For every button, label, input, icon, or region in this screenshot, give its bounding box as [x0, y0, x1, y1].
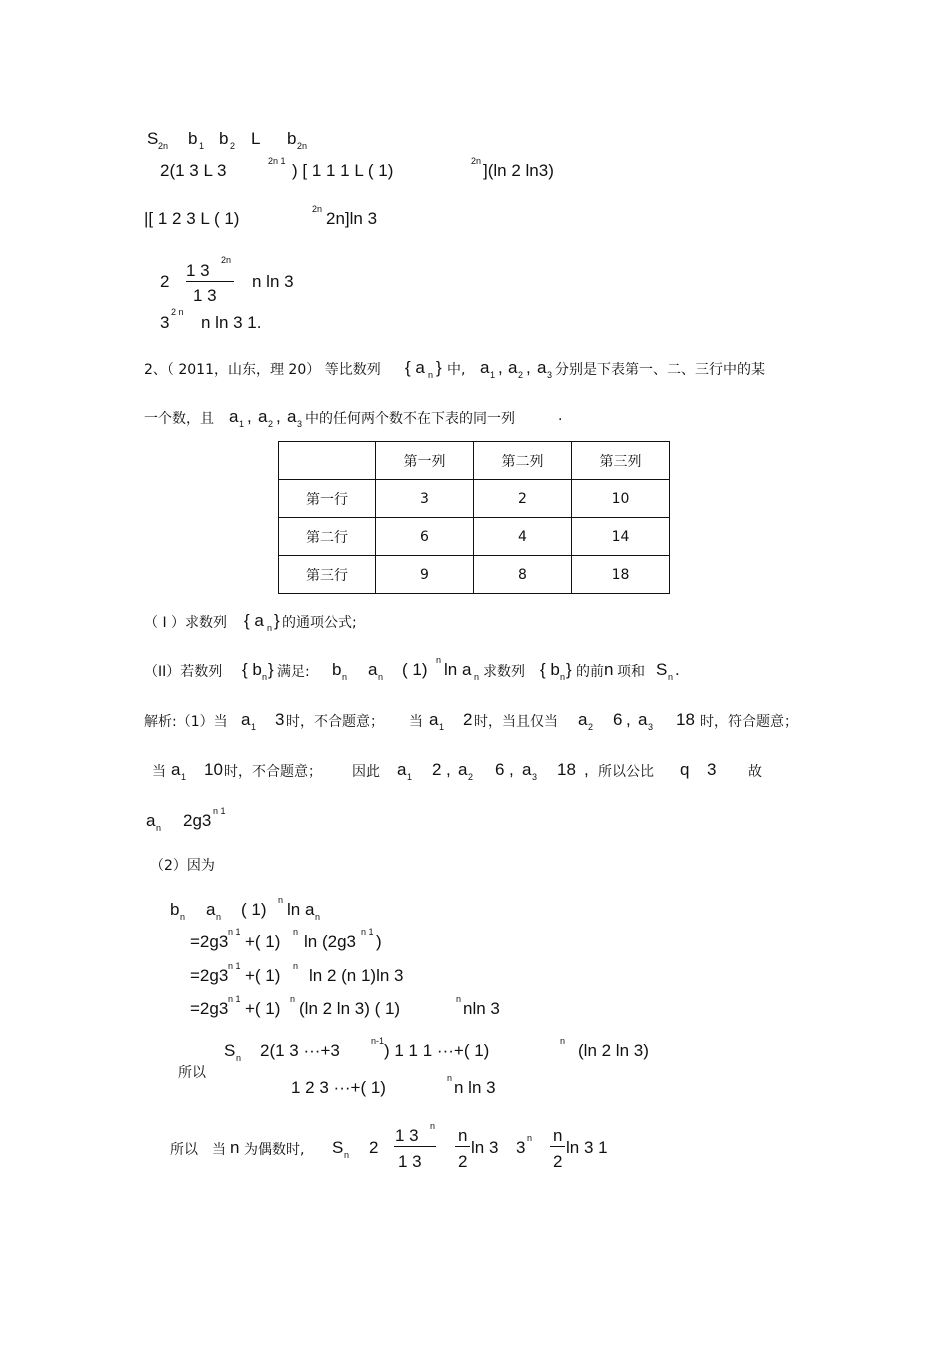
fraction-bar [455, 1146, 470, 1147]
table-cell: 第一行 [279, 480, 376, 518]
table-cell: 6 [376, 518, 474, 556]
table-cell: 18 [572, 556, 670, 594]
table-cell: 第二行 [279, 518, 376, 556]
table-header-cell: 第三列 [572, 442, 670, 480]
fraction-bar [550, 1146, 565, 1147]
therefore-label: 所以 [178, 1065, 206, 1081]
table-cell: 3 [376, 480, 474, 518]
table-header-cell: 第二列 [474, 442, 572, 480]
table-cell: 4 [474, 518, 572, 556]
problem-table [278, 441, 670, 594]
sum-symbol: S [147, 129, 159, 148]
table-cell: 9 [376, 556, 474, 594]
table-row [279, 480, 670, 518]
table-cell: 14 [572, 518, 670, 556]
table-header-cell [279, 442, 376, 480]
table-row [279, 518, 670, 556]
table-cell: 10 [572, 480, 670, 518]
fraction-bar [186, 281, 234, 282]
table-cell: 8 [474, 556, 572, 594]
solution-2-label: （2）因为 [150, 858, 215, 874]
table-header-row [279, 442, 670, 480]
table-cell: 第三行 [279, 556, 376, 594]
fraction-bar [394, 1146, 436, 1147]
table-cell: 2 [474, 480, 572, 518]
table-row [279, 556, 670, 594]
table-header-cell: 第一列 [376, 442, 474, 480]
